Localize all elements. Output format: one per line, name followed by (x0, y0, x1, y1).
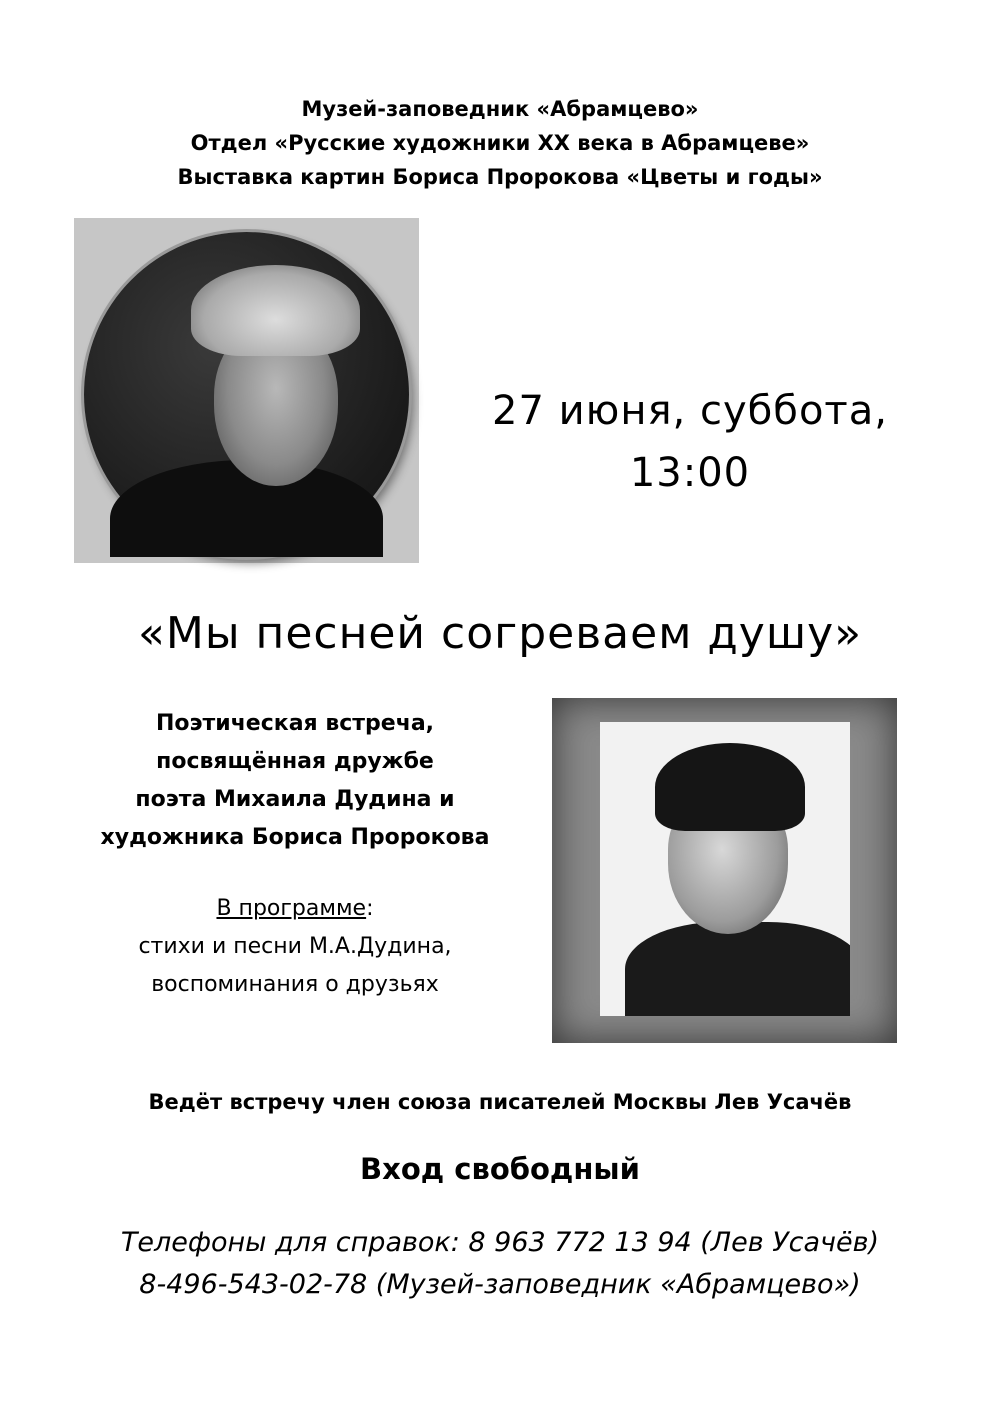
program-item: воспоминания о друзьях (151, 972, 439, 997)
portrait-body (625, 922, 850, 1016)
program-heading (60, 890, 530, 928)
round-photo-frame (84, 232, 409, 557)
description-line: поэта Михаила Дудина и (135, 787, 455, 812)
contact-info (0, 1222, 1000, 1306)
event-datetime (440, 380, 940, 504)
event-title: «Мы песней согреваем душу» (137, 608, 863, 659)
square-photo (600, 722, 850, 1016)
portrait-dudin (74, 218, 419, 563)
program-block (60, 890, 530, 1004)
portrait-hair (191, 265, 360, 356)
exhibition-name: Выставка картин Бориса Пророкова «Цветы и годы» (177, 165, 823, 189)
event-date: 27 июня, суббота, (492, 388, 888, 434)
header (0, 92, 1000, 194)
description-line: Поэтическая встреча, (155, 711, 435, 736)
event-time: 13:00 (629, 450, 751, 496)
entry-info: Вход свободный (360, 1152, 640, 1186)
museum-name: Музей-заповедник «Абрамцево» (301, 97, 699, 121)
portrait-prorokov (552, 698, 897, 1043)
description-line: посвящённая дружбе (156, 749, 434, 774)
event-host: Ведёт встречу член союза писателей Москвы Лев Усачёв (148, 1090, 852, 1114)
contact-line: Телефоны для справок: 8 963 772 13 94 (Лев Усачёв) (120, 1227, 880, 1258)
portrait-hair (655, 743, 805, 831)
program-label: В программе (216, 896, 367, 921)
department-name: Отдел «Русские художники XX века в Абрамцеве» (190, 131, 810, 155)
program-colon: : (366, 896, 374, 921)
program-item: стихи и песни М.А.Дудина, (138, 934, 452, 959)
event-description (60, 705, 530, 857)
description-line: художника Бориса Пророкова (100, 825, 490, 850)
contact-line: 8-496-543-02-78 (Музей-заповедник «Абрамцево») (139, 1269, 861, 1300)
